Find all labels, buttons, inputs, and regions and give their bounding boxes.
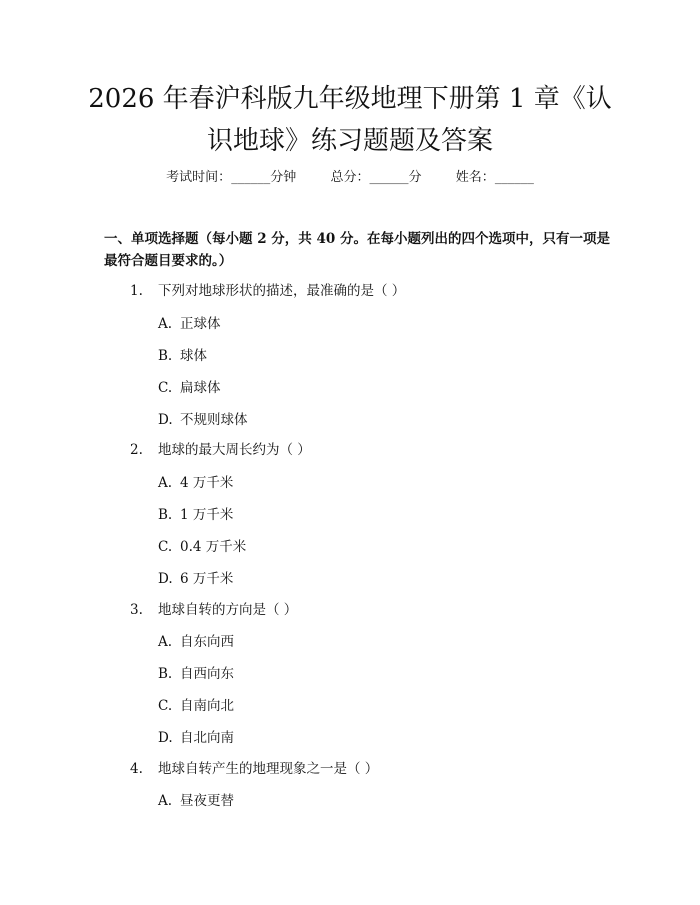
option-letter: C. [158,539,173,555]
question-text: 地球自转产生的地理现象之一是（ ） [158,761,379,777]
option-text: 扁球体 [180,380,221,396]
option-item [158,792,234,810]
name-label: 姓名： [455,170,495,185]
option-item [158,506,233,524]
question-text: 地球自转的方向是（ ） [158,602,298,618]
option-text: 球体 [180,348,207,364]
option-item [158,697,234,715]
option-letter: A. [158,475,173,491]
option-text: 0.4 万千米 [180,539,247,555]
option-item [158,379,221,397]
option-letter: B. [158,348,173,364]
question-number: 3. [130,602,143,618]
option-letter: B. [158,507,173,523]
option-text: 1 万千米 [180,507,234,523]
option-letter: D. [158,571,173,587]
option-letter: C. [158,698,173,714]
option-text: 正球体 [180,316,221,332]
option-item [158,411,248,429]
name-blank: ______ [494,170,534,185]
option-item [158,665,234,683]
option-text: 4 万千米 [180,475,234,491]
score-blank: ______ [369,170,409,185]
option-item [158,729,234,747]
option-item [158,474,233,492]
option-letter: A. [158,793,173,809]
time-unit: 分钟 [270,170,297,185]
score-label: 总分： [330,170,370,185]
option-text: 自东向西 [180,634,234,650]
question-number: 2. [130,442,143,458]
document-title: 2026 年春沪科版九年级地理下册第 1 章《认识地球》练习题题及答案 [88,84,612,156]
question-number: 1. [130,283,143,299]
section-heading: 一、单项选择题（每小题 2 分，共 40 分。在每小题列出的四个选项中，只有一项是最符合题目要求的。） [104,231,610,269]
exam-info-line [0,168,700,188]
option-text: 自北向南 [180,730,234,746]
option-text: 不规则球体 [180,412,248,428]
time-blank: ______ [231,170,271,185]
option-item [158,570,233,588]
question-text: 下列对地球形状的描述，最准确的是（ ） [158,283,406,299]
question-number: 4. [130,761,143,777]
option-item [158,347,207,365]
option-letter: A. [158,634,173,650]
option-letter: D. [158,412,173,428]
option-text: 自南向北 [180,698,234,714]
option-letter: A. [158,316,173,332]
question-text: 地球的最大周长约为（ ） [158,442,311,458]
option-letter: B. [158,666,173,682]
option-text: 自西向东 [180,666,234,682]
option-item [158,538,246,556]
score-unit: 分 [408,170,422,185]
option-item [158,633,234,651]
option-letter: C. [158,380,173,396]
option-item [158,315,221,333]
option-text: 昼夜更替 [180,793,234,809]
option-letter: D. [158,730,173,746]
time-label: 考试时间： [166,170,232,185]
option-text: 6 万千米 [180,571,234,587]
